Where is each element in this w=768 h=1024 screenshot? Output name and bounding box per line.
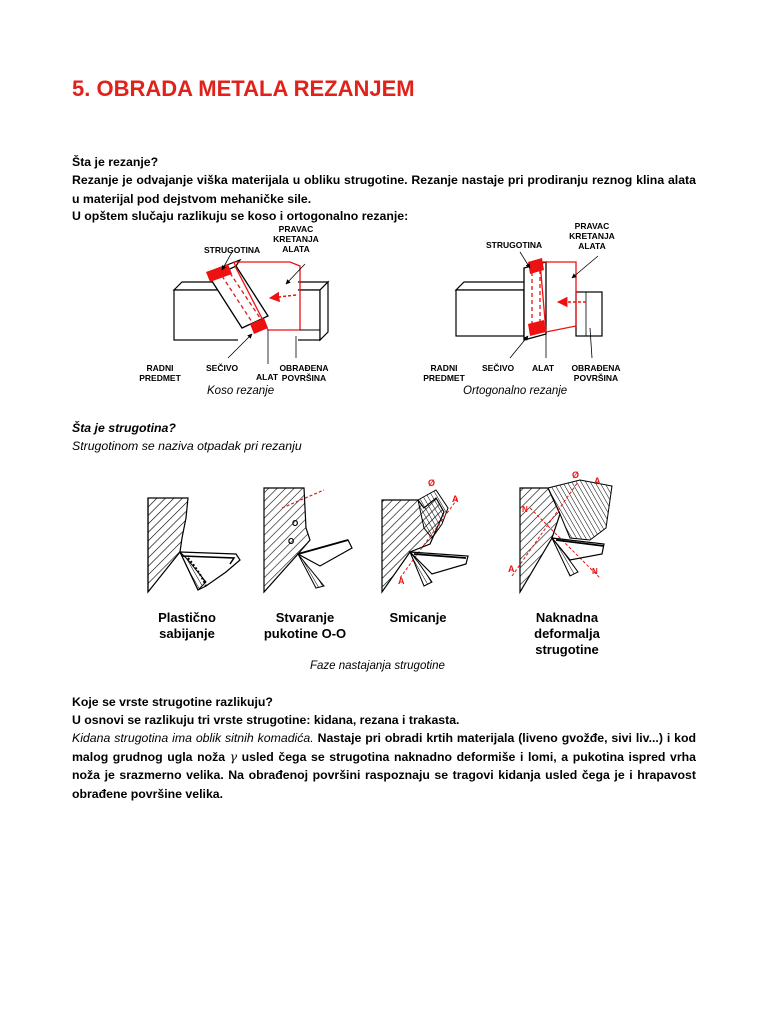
- caption-chip-formation-phases: Faze nastajanja strugotine: [310, 660, 445, 672]
- oblique-cutting-diagram: [139, 224, 328, 383]
- gamma-symbol: γ: [229, 749, 238, 764]
- question-chip-types: Koje se vrste strugotine razlikuju?: [72, 695, 273, 709]
- oblique-label-direction-1: PRAVAC: [278, 224, 314, 234]
- oblique-label-chip: STRUGOTINA: [204, 245, 261, 255]
- broken-chip-definition: Kidana strugotina ima oblik sitnih komadića.: [72, 731, 314, 745]
- phase1-label-line1: Plastično: [158, 610, 216, 625]
- paragraph-cutting-types: U opštem slučaju razlikuju se koso i ortogonalno rezanje:: [72, 209, 409, 223]
- phase4-label-a-bottom: A: [508, 564, 515, 574]
- phase-crack-formation: [264, 488, 352, 592]
- orthogonal-label-workpiece-2: PREDMET: [423, 373, 465, 383]
- paragraph-broken-chip: [72, 729, 696, 803]
- question-what-is-chip: Šta je strugotina?: [72, 421, 176, 435]
- oblique-label-surface-1: OBRAĐENA: [279, 363, 329, 373]
- oblique-label-workpiece-2: PREDMET: [139, 373, 181, 383]
- oblique-label-direction-3: ALATA: [282, 244, 310, 254]
- paragraph-chip-types: U osnovi se razlikuju tri vrste strugotine: kidana, rezana i trakasta.: [72, 713, 460, 727]
- phase3-label-a-bottom: A: [398, 576, 405, 586]
- phase-shearing: [382, 478, 468, 592]
- phase4-label-n-top: N: [522, 505, 528, 514]
- oblique-label-edge: SEČIVO: [206, 363, 239, 373]
- oblique-label-tool: ALAT: [256, 372, 279, 382]
- phase4-label-line3: strugotine: [535, 642, 599, 657]
- chip-formation-phases: [0, 468, 768, 668]
- broken-chip-text-2: usled čega se strugotina naknadno deformiše i lomi, a pukotina ispred vrha noža je srazmerno velika. Na obrađenoj površini raspoznaju se tragovi kidanja usled čega je i hrapavost obrađene površine velika.: [72, 749, 696, 801]
- oblique-label-surface-2: POVRŠINA: [281, 373, 327, 383]
- orthogonal-label-tool: ALAT: [532, 363, 555, 373]
- orthogonal-label-workpiece-1: RADNI: [430, 363, 458, 373]
- oblique-label-direction-2: KRETANJA: [273, 234, 319, 244]
- orthogonal-label-edge: SEČIVO: [482, 363, 515, 373]
- broken-chip-text-1: Nastaje pri obradi krtih materijala (liveno gvožđe, sivi liv...) i kod malog grudnog ugla noža: [72, 731, 697, 764]
- phase3-label-phi: Ø: [428, 478, 436, 488]
- phase4-label-n-bottom: N: [592, 567, 598, 576]
- orthogonal-label-surface-2: POVRŠINA: [573, 373, 619, 383]
- phase2-label-o-bottom: O: [288, 537, 295, 546]
- orthogonal-label-direction-2: KRETANJA: [569, 231, 615, 241]
- phase-post-deformation: [508, 470, 612, 592]
- caption-oblique-cutting: Koso rezanje: [207, 385, 275, 397]
- orthogonal-label-surface-1: OBRAĐENA: [571, 363, 621, 373]
- phase3-label-line1: Smicanje: [389, 610, 447, 625]
- orthogonal-label-chip: STRUGOTINA: [486, 240, 543, 250]
- phase4-label-line1: Naknadna: [535, 610, 599, 625]
- phase2-label-line1: Stvaranje: [275, 610, 335, 625]
- page-title: 5. OBRADA METALA REZANJEM: [72, 76, 415, 101]
- paragraph-cutting-definition: Rezanje je odvajanje viška materijala u obliku strugotine. Rezanje nastaje pri prodiranju reznog klina alata u materijal pod dejstvom mehaničke sile.: [72, 173, 696, 206]
- orthogonal-label-direction-1: PRAVAC: [574, 221, 610, 231]
- phase2-label-line2: pukotine O-O: [263, 626, 347, 641]
- phase2-label-o-top: O: [292, 519, 299, 528]
- answer-what-is-chip: Strugotinom se naziva otpadak pri rezanju: [72, 439, 302, 453]
- question-what-is-cutting: Šta je rezanje?: [72, 155, 159, 169]
- oblique-label-workpiece-1: RADNI: [146, 363, 174, 373]
- phase-plastic-compression: [148, 498, 240, 592]
- orthogonal-label-direction-3: ALATA: [578, 241, 606, 251]
- phase4-label-a-top: A: [594, 476, 601, 486]
- phase3-label-a-top: A: [452, 494, 459, 504]
- phase1-label-line2: sabijanje: [159, 626, 215, 641]
- orthogonal-cutting-diagram: [423, 221, 620, 383]
- phase4-label-phi: Ø: [572, 470, 580, 480]
- cutting-diagrams: [0, 218, 768, 406]
- phase4-label-line2: deformalja: [534, 626, 600, 641]
- caption-orthogonal-cutting: Ortogonalno rezanje: [463, 385, 568, 397]
